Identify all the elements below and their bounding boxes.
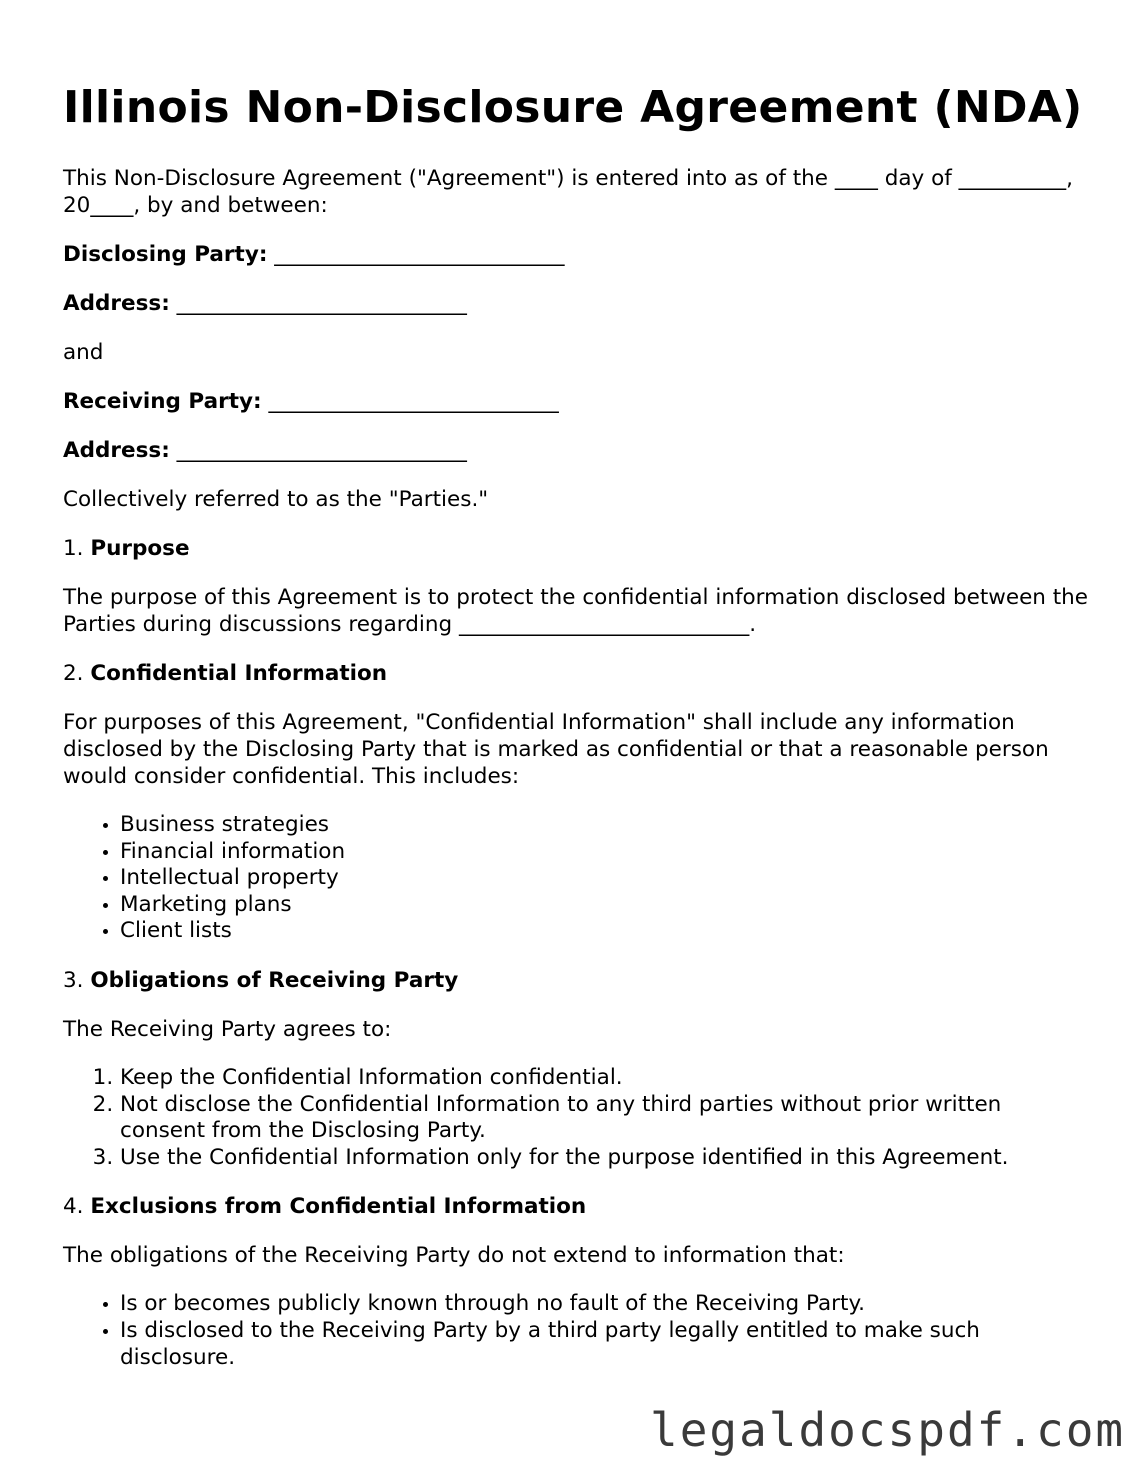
receiving-party-label: Receiving Party: [63, 389, 262, 414]
section-number: 3. [63, 967, 84, 993]
disclosing-party-blank: ___________________________ [274, 242, 565, 267]
section-1-body: The purpose of this Agreement is to protect the confidential information disclosed between the Parties during discussions regarding ___________________________. [63, 585, 1089, 637]
disclosing-address-blank: ___________________________ [176, 291, 467, 316]
section-4-heading [63, 1193, 1093, 1220]
receiving-address-label: Address: [63, 438, 170, 463]
receiving-party-line [63, 388, 1093, 415]
list-item: • Intellectual property [120, 865, 1093, 892]
document-title: Illinois Non-Disclosure Agreement (NDA) [63, 82, 1083, 133]
watermark: legaldocspdf.com [650, 1403, 1126, 1457]
section-title: Confidential Information [90, 661, 388, 686]
disclosing-party-line [63, 241, 1093, 268]
list-item: 2. Not disclose the Confidential Information to any third parties without prior written consent from the Disclosing Party. [120, 1092, 1093, 1145]
section-1-heading [63, 535, 1093, 562]
intro-paragraph: This Non-Disclosure Agreement ("Agreement") is entered into as of the ____ day of __________, 20____, by and between: [63, 166, 1073, 218]
section-number: 4. [63, 1194, 84, 1220]
confidential-info-list [63, 812, 1093, 945]
collective-paragraph: Collectively referred to as the "Parties." [63, 487, 489, 512]
disclosing-party-label: Disclosing Party: [63, 242, 268, 267]
document-page [63, 80, 1093, 1393]
list-item: • Client lists [120, 918, 1093, 945]
list-item: • Is or becomes publicly known through no fault of the Receiving Party. [120, 1291, 1093, 1318]
receiving-address-blank: ___________________________ [176, 438, 467, 463]
section-2-heading [63, 660, 1093, 687]
disclosing-address-line [63, 290, 1093, 317]
section-title: Obligations of Receiving Party [90, 967, 459, 993]
section-3-heading [63, 967, 1093, 994]
list-item: • Marketing plans [120, 892, 1093, 919]
section-3-body: The Receiving Party agrees to: [63, 1016, 392, 1042]
list-item: 3. Use the Confidential Information only for the purpose identified in this Agreement. [120, 1145, 1093, 1172]
list-item: • Business strategies [120, 812, 1093, 839]
section-number: 1. [63, 536, 84, 561]
section-title: Exclusions from Confidential Information [90, 1194, 587, 1220]
list-item: • Financial information [120, 839, 1093, 866]
disclosing-address-label: Address: [63, 291, 170, 316]
list-item: 1. Keep the Confidential Information confidential. [120, 1065, 1093, 1092]
exclusions-list [63, 1291, 1093, 1371]
section-title: Purpose [90, 536, 190, 561]
section-4-body: The obligations of the Receiving Party do not extend to information that: [63, 1243, 845, 1269]
list-item: • Is disclosed to the Receiving Party by a third party legally entitled to make such disclosure. [120, 1318, 1093, 1371]
section-number: 2. [63, 661, 84, 686]
section-2-body: For purposes of this Agreement, "Confidential Information" shall include any information disclosed by the Disclosing Party that is marked as confidential or that a reasonable person would consider confidential. This includes: [63, 710, 1049, 789]
obligations-list [63, 1065, 1093, 1171]
and-text: and [63, 340, 104, 365]
receiving-address-line [63, 437, 1093, 464]
receiving-party-blank: ___________________________ [268, 389, 559, 414]
